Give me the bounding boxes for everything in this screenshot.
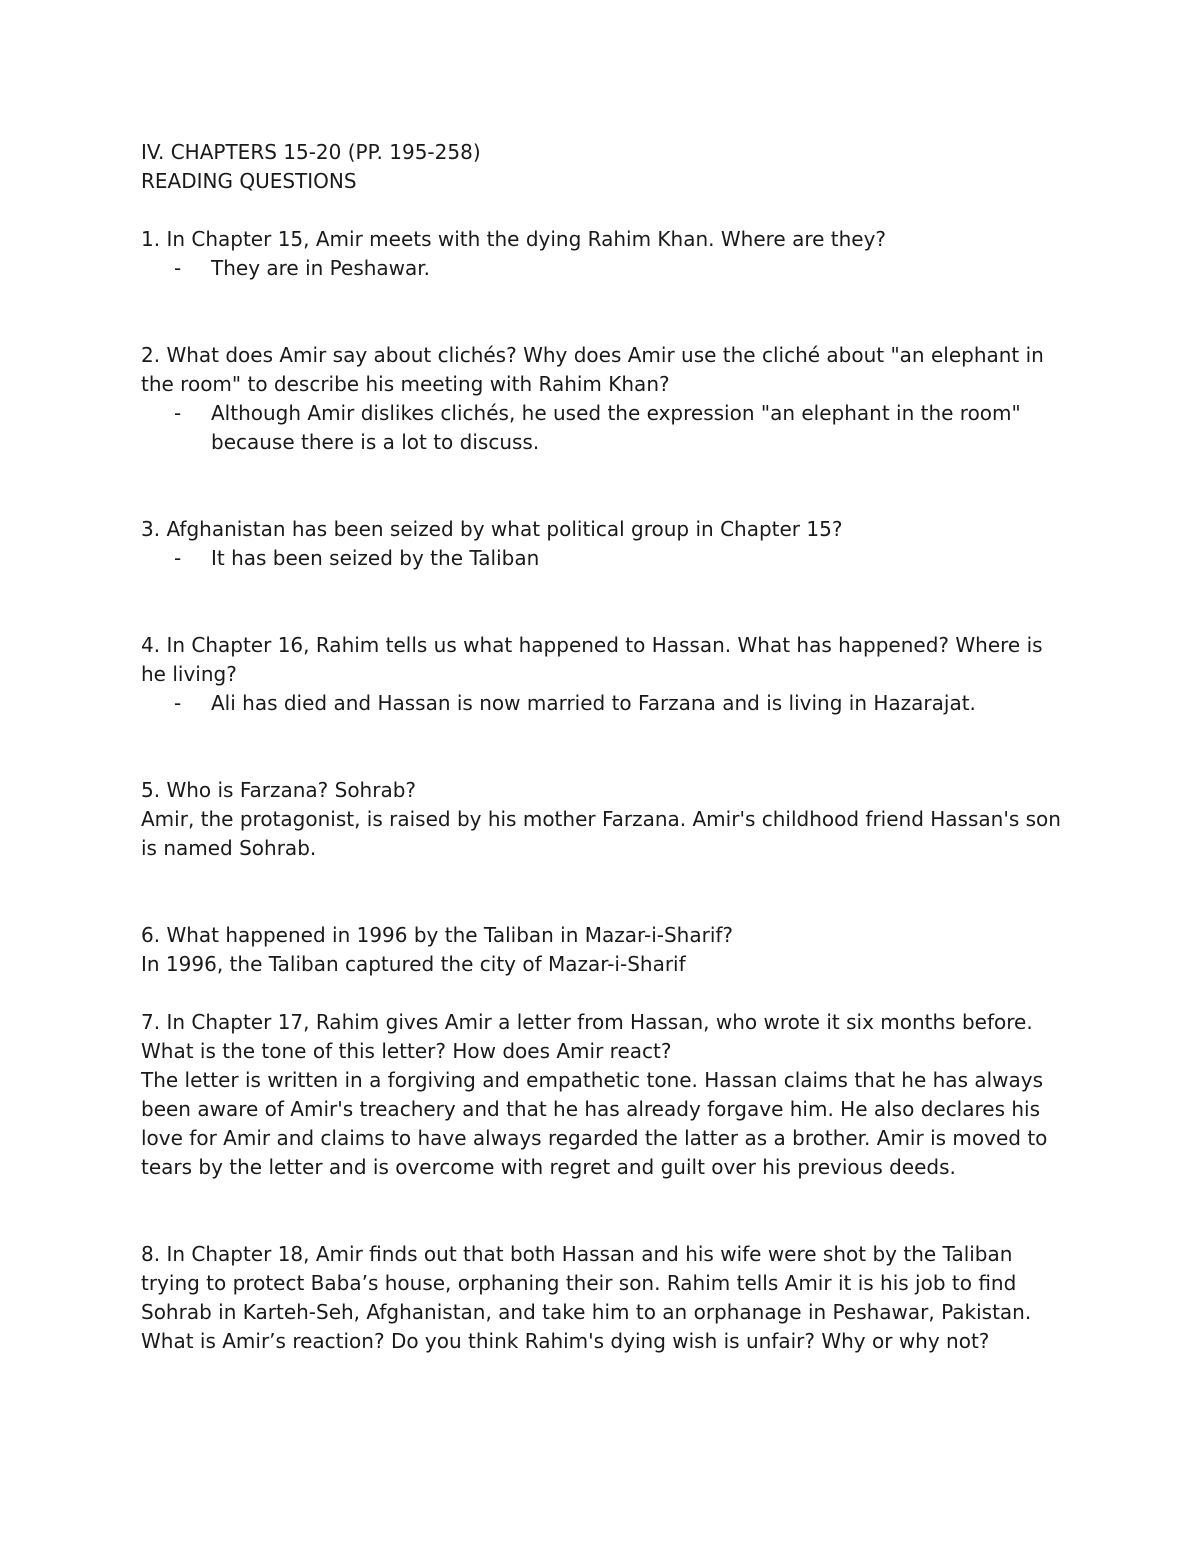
question-2: 2. What does Amir say about clichés? Why does Amir use the cliché about "an elephant in the room" to describe his meeting with Rahim Khan?: [141, 343, 1044, 396]
question-8: 8. In Chapter 18, Amir finds out that both Hassan and his wife were shot by the Taliban trying to protect Baba’s house, orphaning their son. Rahim tells Amir it is his job to find Sohrab in Karteh-Seh, Afghanistan, and take him to an orphanage in Peshawar, Pakistan. What is Amir’s reaction? Do you think Rahim's dying wish is unfair? Why or why not?: [141, 1242, 1032, 1353]
question-7: 7. In Chapter 17, Rahim gives Amir a letter from Hassan, who wrote it six months before. What is the tone of this letter? How does Amir react?: [141, 1010, 1033, 1063]
spacer: [141, 486, 1071, 515]
answer-list-4: [141, 689, 1071, 718]
question-3: 3. Afghanistan has been seized by what political group in Chapter 15?: [141, 517, 843, 541]
answer-6: In 1996, the Taliban captured the city of Mazar-i-Sharif: [141, 952, 686, 976]
spacer: [141, 718, 1071, 747]
question-6: 6. What happened in 1996 by the Taliban in Mazar-i-Sharif?: [141, 923, 734, 947]
bullet-dash: -: [174, 256, 182, 280]
spacer: [141, 1182, 1071, 1211]
answer-5: Amir, the protagonist, is raised by his mother Farzana. Amir's childhood friend Hassan's son is named Sohrab.: [141, 807, 1061, 860]
spacer: [141, 196, 1071, 225]
spacer: [141, 602, 1071, 631]
answer-4-text: Ali has died and Hassan is now married to Farzana and is living in Hazarajat.: [211, 691, 976, 715]
answer-7: The letter is written in a forgiving and empathetic tone. Hassan claims that he has always been aware of Amir's treachery and that he has already forgave him. He also declares his love for Amir and claims to have always regarded the latter as a brother. Amir is moved to tears by the letter and is overcome with regret and guilt over his previous deeds.: [141, 1068, 1048, 1179]
answer-2-text: Although Amir dislikes clichés, he used the expression "an elephant in the room" because there is a lot to discuss.: [211, 401, 1021, 454]
section-title: IV. CHAPTERS 15-20 (PP. 195-258): [141, 140, 481, 164]
question-1: 1. In Chapter 15, Amir meets with the dying Rahim Khan. Where are they?: [141, 227, 887, 251]
document-body: [141, 138, 1071, 1356]
answer-2: [141, 399, 1071, 457]
answer-1-text: They are in Peshawar.: [211, 256, 431, 280]
answer-list-3: [141, 544, 1071, 573]
bullet-dash: -: [174, 691, 182, 715]
spacer: [141, 979, 1071, 1008]
spacer: [141, 312, 1071, 341]
question-4: 4. In Chapter 16, Rahim tells us what happened to Hassan. What has happened? Where is he living?: [141, 633, 1043, 686]
answer-1: [141, 254, 1071, 283]
spacer: [141, 1211, 1071, 1240]
bullet-dash: -: [174, 401, 182, 425]
bullet-dash: -: [174, 546, 182, 570]
answer-3: [141, 544, 1071, 573]
spacer: [141, 457, 1071, 486]
spacer: [141, 573, 1071, 602]
spacer: [141, 283, 1071, 312]
spacer: [141, 747, 1071, 776]
answer-list-2: [141, 399, 1071, 457]
section-subtitle: READING QUESTIONS: [141, 169, 357, 193]
answer-3-text: It has been seized by the Taliban: [211, 546, 540, 570]
answer-4: [141, 689, 1071, 718]
answer-list-1: [141, 254, 1071, 283]
spacer: [141, 863, 1071, 892]
spacer: [141, 892, 1071, 921]
question-5: 5. Who is Farzana? Sohrab?: [141, 778, 417, 802]
